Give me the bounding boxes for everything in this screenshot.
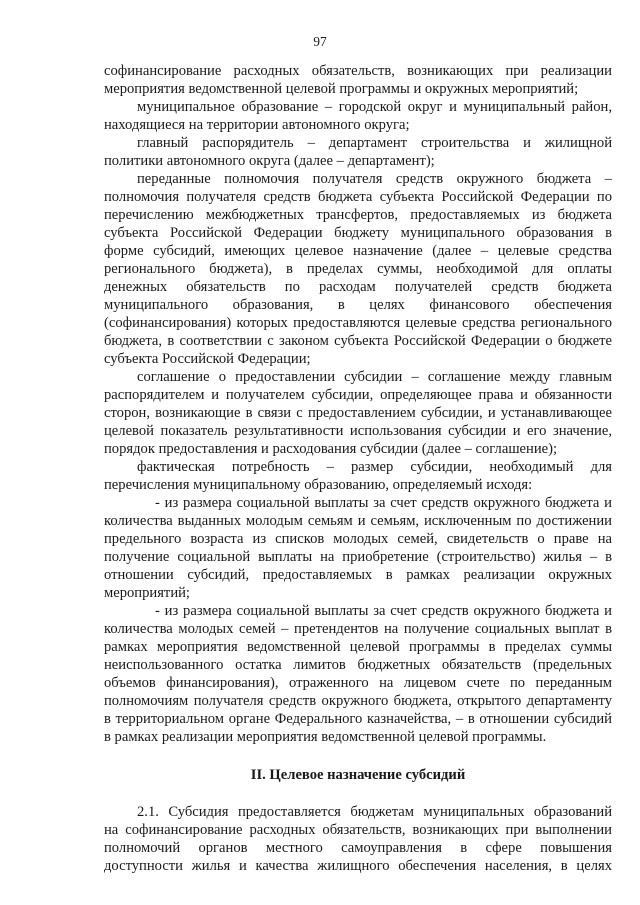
- text-line: субъекта Российской Федерации;: [104, 351, 311, 367]
- text-line: бюджета, в соответствии с законом субъекта Российской Федерации о бюджете: [104, 333, 612, 349]
- text-line: форме субсидий, имеющих целевое назначение (далее – целевые средства: [104, 243, 612, 259]
- text-line: количества выданных молодым семьям и семьям, исключенным по достижении: [104, 513, 612, 529]
- text-line: объемов финансирования), отраженного на лицевом счете по переданным: [104, 675, 612, 691]
- text-line: фактическая потребность – размер субсидии, необходимый для: [137, 459, 612, 475]
- text-line: муниципального образования, в целях финансового обеспечения: [104, 297, 612, 313]
- text-line: сторон, возникающие в связи с предоставлением субсидии, и устанавливающее: [104, 405, 612, 421]
- text-line: субъекта Российской Федерации бюджету муниципального образования в: [104, 225, 612, 241]
- text-line: распорядителем и получателем субсидии, определяющее права и обязанности: [104, 387, 612, 403]
- page-number: 97: [313, 34, 327, 49]
- text-line: полномочия получателя средств бюджета субъекта Российской Федерации по: [104, 189, 612, 205]
- text-line: в территориальном органе Федерального казначейства, – в отношении субсидий: [104, 711, 612, 727]
- text-line: - из размера социальной выплаты за счет средств окружного бюджета и: [155, 495, 612, 511]
- text-line: на софинансирование расходных обязательств, возникающих при выполнении: [104, 822, 612, 838]
- text-line: переданные полномочия получателя средств окружного бюджета –: [137, 171, 612, 187]
- text-line: порядок предоставления и расходования субсидии (далее – соглашение);: [104, 441, 558, 457]
- text-line: муниципальное образование – городской округ и муниципальный район,: [137, 99, 612, 115]
- text-line: полномочиям получателя средств окружного бюджета, открытого департаменту: [104, 693, 612, 709]
- text-line: в рамках реализации мероприятия ведомственной целевой программы.: [104, 729, 547, 745]
- text-line: предельного возраста из списков молодых семей, свидетельств о праве на: [104, 531, 612, 547]
- text-line: 2.1. Субсидия предоставляется бюджетам муниципальных образований: [137, 804, 612, 820]
- text-line: соглашение о предоставлении субсидии – соглашение между главным: [137, 369, 612, 385]
- section-heading: II. Целевое назначение субсидий: [250, 767, 466, 783]
- text-line: находящиеся на территории автономного округа;: [104, 117, 410, 133]
- text-line: денежных обязательств по расходам получателей средств бюджета: [104, 279, 612, 295]
- text-line: мероприятий;: [104, 585, 190, 601]
- text-line: полномочий органов местного самоуправления в сфере повышения: [104, 840, 612, 856]
- text-line: отношении субсидий, предоставляемых в рамках реализации окружных: [104, 567, 612, 583]
- text-line: политики автономного округа (далее – департамент);: [104, 153, 435, 169]
- text-line: мероприятия ведомственной целевой программы и окружных мероприятий;: [104, 81, 579, 97]
- text-line: софинансирование расходных обязательств, возникающих при реализации: [104, 63, 612, 79]
- text-line: рамках мероприятия ведомственной целевой программы в пределах суммы: [104, 639, 612, 655]
- text-line: количества молодых семей – претендентов на получение социальных выплат в: [104, 621, 612, 637]
- text-line: целевой показатель результативности использования субсидии и его значение,: [104, 423, 612, 439]
- text-line: доступности жилья и качества жилищного обеспечения населения, в целях: [104, 858, 612, 874]
- text-line: неиспользованного остатка лимитов бюджетных обязательств (предельных: [104, 657, 612, 673]
- text-line: главный распорядитель – департамент строительства и жилищной: [137, 135, 612, 151]
- text-line: регионального бюджета), в пределах суммы, необходимой для оплаты: [104, 261, 612, 277]
- text-line: перечислению межбюджетных трансфертов, предоставляемых из бюджета: [104, 207, 612, 223]
- text-line: получение социальной выплаты на приобретение (строительство) жилья – в: [104, 549, 612, 565]
- text-line: перечисления муниципальному образованию, определяемый исходя:: [104, 477, 533, 493]
- text-line: (софинансирования) которых предоставляются целевые средства регионального: [104, 315, 612, 331]
- text-line: - из размера социальной выплаты за счет средств окружного бюджета и: [155, 603, 612, 619]
